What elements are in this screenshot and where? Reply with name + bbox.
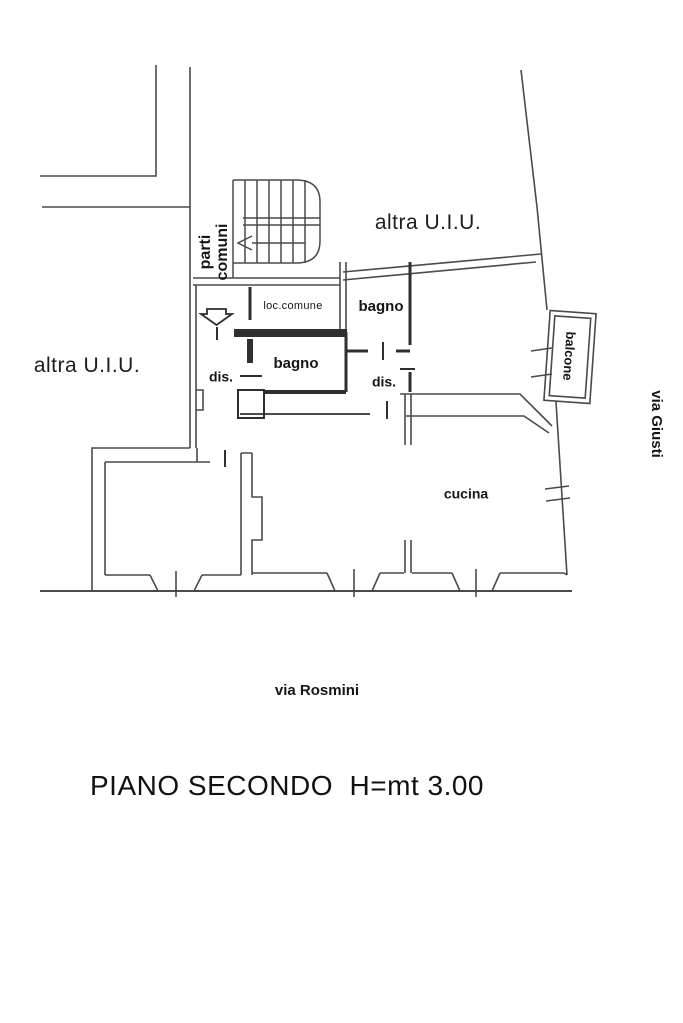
- label-via-rosmini: via Rosmini: [274, 682, 360, 700]
- label-cucina: cucina: [443, 485, 489, 502]
- stairwell: [233, 180, 320, 278]
- label-loc-comune: loc.comune: [263, 300, 323, 313]
- entrance-arrow-icon: [201, 309, 232, 325]
- label-altra-uiu-top: altra U.I.U.: [374, 210, 482, 234]
- label-bagno-top: bagno: [358, 298, 404, 316]
- plan-title: PIANO SECONDO H=mt 3.00: [90, 770, 484, 801]
- label-dis-left: dis.: [208, 368, 234, 385]
- label-parti-comuni: [198, 224, 232, 281]
- label-bagno-center: bagno: [273, 355, 319, 373]
- exterior-walls: [40, 65, 572, 591]
- facade-bays: [150, 348, 570, 597]
- label-balcone: balcone: [560, 330, 579, 382]
- label-altra-uiu-left: altra U.I.U.: [33, 353, 141, 377]
- label-parti-comuni-line1: parti: [197, 234, 215, 270]
- label-dis-right: dis.: [371, 373, 397, 390]
- label-parti-comuni-line2: comuni: [214, 223, 231, 281]
- label-via-giusti: via Giusti: [647, 390, 665, 458]
